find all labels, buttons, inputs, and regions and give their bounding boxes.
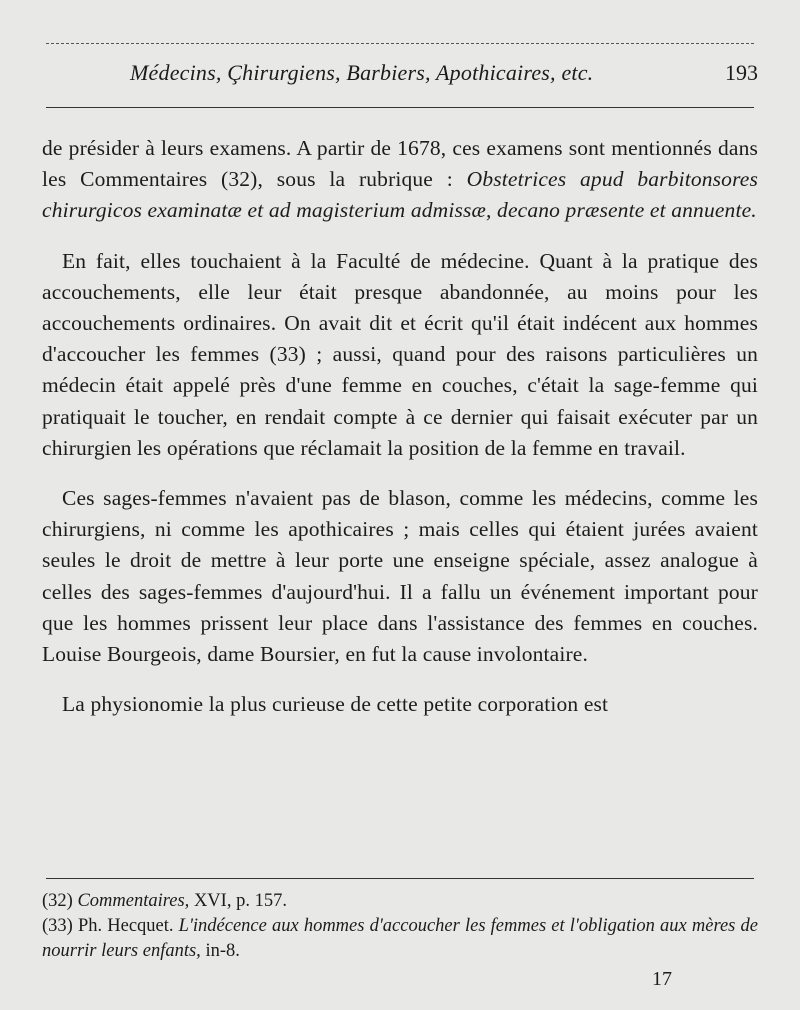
signature-mark: 17 — [652, 968, 672, 990]
footnote-rule — [46, 878, 754, 879]
header-rule — [46, 107, 754, 108]
footnote-33-ref: in-8. — [200, 941, 240, 961]
footnote-33-title: L'indécence aux hommes d'accoucher les femmes et l'obligation aux mères de nourrir leurs enfants, — [42, 916, 758, 961]
paragraph-3: Ces sages-femmes n'avaient pas de blason, comme les médecins, comme les chirurgiens, ni comme les apothicaires ; mais celles qui étaient jurées avaient seules le droit de mettre à leur porte une enseigne spéciale, assez analogue à celles des sages-femmes d'aujourd'hui. Il a fallu un événement important pour que les hommes prissent leur place dans l'assistance des femmes en couches. Louise Bourgeois, dame Boursier, en fut la cause involontaire. — [42, 486, 758, 667]
running-title: Médecins, Çhirurgiens, Barbiers, Apothicaires, etc. — [130, 60, 594, 85]
footnote-32-marker: (32) — [42, 891, 73, 911]
paragraph-1 — [42, 133, 758, 227]
paragraph-2: En fait, elles touchaient à la Faculté de médecine. Quant à la pratique des accouchements, elle leur était presque abandonnée, au moins pour les accouchements ordinaires. On avait dit et écrit qu'il était indécent aux hommes d'accoucher les femmes (33) ; aussi, quand pour des raisons particulières un médecin était appelé près d'une femme en couches, c'était la sage-femme qui pratiquait le toucher, en rendait compte à ce dernier qui faisait exécuter par un chirurgien les opérations que réclamait la position de la femme en travail. — [42, 248, 758, 460]
paragraph-1-text: de présider à leurs examens. A partir de 1678, ces examens sont mentionnés dans les Commentaires (32), sous la rubrique : — [42, 136, 758, 192]
footnote-32 — [42, 889, 758, 914]
top-dashed-rule — [46, 43, 754, 44]
footnote-33-marker: (33) — [42, 916, 73, 936]
footnote-33 — [42, 914, 758, 964]
page-number: 193 — [725, 60, 758, 85]
footnote-33-author: Ph. Hecquet. — [72, 916, 179, 936]
paragraph-4: La physionomie la plus curieuse de cette petite corporation est — [62, 692, 609, 717]
body-text — [42, 133, 758, 720]
paragraph-1-latin-rubric: Obstetrices apud barbitonsores chirurgicos examinatæ et ad magisterium admissæ, decano præsente et annuente. — [42, 167, 758, 223]
footnote-32-title: Commentaires, — [77, 891, 190, 911]
footnotes — [42, 889, 758, 964]
footnote-32-ref: XVI, p. 157. — [189, 891, 287, 911]
